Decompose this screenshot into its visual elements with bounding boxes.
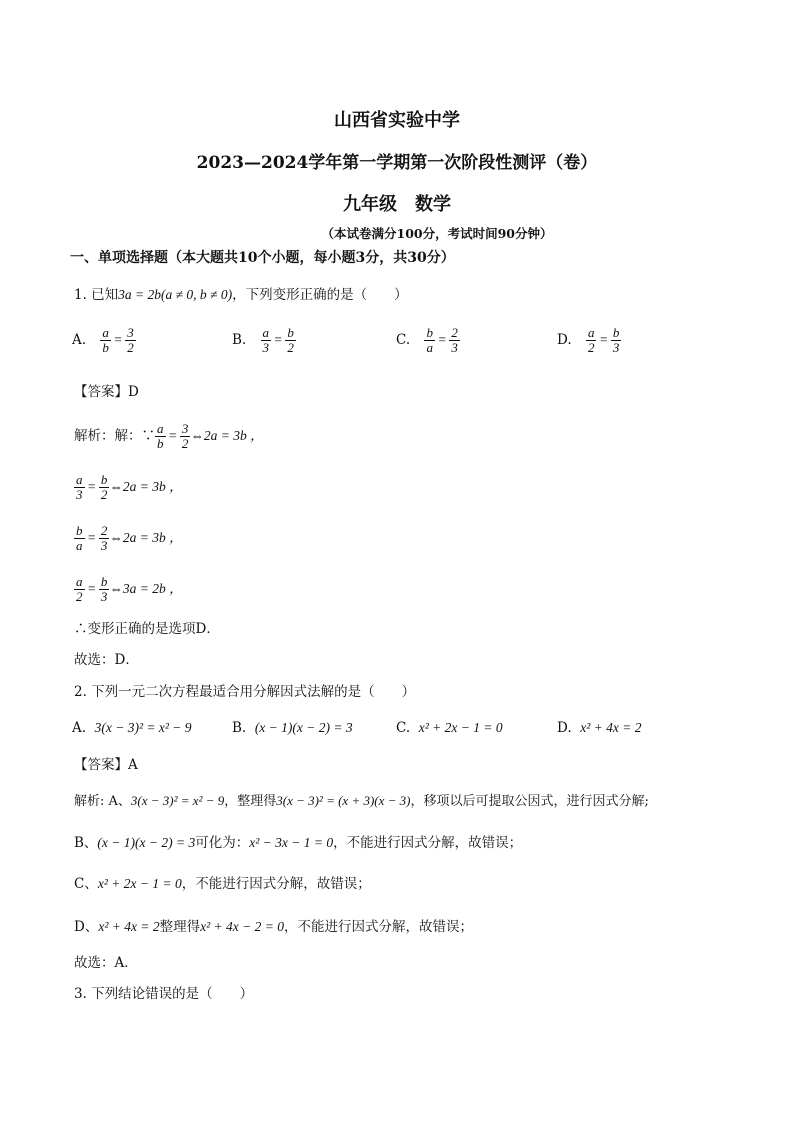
- option-label: A.: [72, 332, 87, 348]
- q2-option-d: [557, 719, 642, 737]
- option-label: C.: [396, 720, 411, 736]
- equation-tail: ⇔2a = 3b ，: [190, 428, 264, 443]
- analysis-prefix: 解析：解：∵: [74, 428, 155, 444]
- exam-note: （本试卷满分100分，考试时间90分钟）: [321, 226, 553, 241]
- subject-title: 九年级 数学: [343, 194, 451, 215]
- school-title: 山西省实验中学: [334, 110, 460, 131]
- text: ，不能进行因式分解，故错误；: [283, 919, 473, 935]
- term-title: 2023—2024学年第一学期第一次阶段性测评（卷）: [196, 153, 598, 173]
- fraction: $\frac{2}{3}$: [451, 325, 458, 355]
- q1-analysis-line-2: $\frac{a}{3}$ = $\frac{b}{2}$ ⇔2a = 3b ，: [76, 472, 183, 502]
- expression: x² − 3x − 1 = 0: [249, 835, 334, 850]
- fraction: $\frac{b}{2}$: [287, 325, 294, 355]
- fraction: $\frac{a}{b}$: [157, 421, 164, 451]
- text: ，不能进行因式分解，故错误；: [181, 876, 371, 892]
- fraction: $\frac{b}{3}$: [612, 325, 620, 355]
- option-label: D.: [557, 332, 572, 348]
- expression: x² + 4x − 2 = 0: [200, 919, 284, 934]
- option-expression: (x − 1)(x − 2) = 3: [254, 720, 353, 735]
- fraction: $\frac{2}{3}$: [100, 523, 108, 553]
- q1-analysis-line-3: $\frac{b}{a}$ = $\frac{2}{3}$ ⇔2a = 3b ，: [76, 523, 183, 553]
- equation-tail: ⇔2a = 3b ，: [109, 479, 183, 494]
- fraction: $\frac{b}{a}$: [76, 523, 83, 553]
- text: ，整理得: [224, 794, 277, 809]
- option-label: B.: [232, 720, 247, 736]
- text: D、: [74, 919, 99, 935]
- q2-analysis-c: [74, 875, 371, 893]
- q1-prefix: 1. 已知: [74, 287, 119, 303]
- option-label: A.: [72, 720, 87, 736]
- q1-option-a: A. $\frac{a}{b}$ = $\frac{3}{2}$: [72, 325, 134, 355]
- q1-analysis-line-1: 解析：解：∵ $\frac{a}{b}$ = $\frac{3}{2}$ ⇔2a = 3b ，: [74, 421, 264, 451]
- expression: x² + 2x − 1 = 0: [97, 876, 182, 891]
- fraction: $\frac{b}{2}$: [100, 472, 108, 502]
- expression: (x − 1)(x − 2) = 3: [97, 835, 196, 850]
- q1-condition: 3a = 2b(a ≠ 0, b ≠ 0): [118, 287, 233, 302]
- q2-answer: 【答案】A: [74, 757, 138, 773]
- option-expression: x² + 2x − 1 = 0: [418, 720, 503, 735]
- option-label: C.: [396, 332, 411, 348]
- expression: 3(x − 3)² = x² − 9: [130, 793, 225, 808]
- q2-stem: 2. 下列一元二次方程最适合用分解因式法解的是（ ）: [74, 684, 416, 700]
- fraction: $\frac{a}{3}$: [262, 325, 270, 355]
- option-label: B.: [232, 332, 247, 348]
- text: ，不能进行因式分解，故错误；: [333, 835, 523, 851]
- section-heading: 一、单项选择题（本大题共10个小题，每小题3分，共30分）: [70, 250, 455, 266]
- fraction: $\frac{b}{3}$: [100, 574, 108, 604]
- fraction: $\frac{3}{2}$: [181, 421, 189, 451]
- text: 整理得: [159, 919, 201, 935]
- q1-option-c: C. $\frac{b}{a}$ = $\frac{2}{3}$: [396, 325, 458, 355]
- fraction: $\frac{a}{2}$: [76, 574, 83, 604]
- text: ，移项以后可提取公因式，进行因式分解;: [410, 794, 649, 809]
- q2-option-c: [396, 719, 503, 737]
- q1-answer: 【答案】D: [74, 384, 139, 400]
- q2-analysis-b: [74, 834, 522, 852]
- q1-analysis-line-4: $\frac{a}{2}$ = $\frac{b}{3}$ ⇔3a = 2b ，: [76, 574, 183, 604]
- text: B、: [74, 835, 98, 851]
- q1-conclusion: ∴变形正确的是选项D．: [74, 621, 220, 637]
- expression: 3(x − 3)² = (x + 3)(x − 3): [276, 793, 411, 808]
- q1-choose: 故选：D．: [74, 652, 139, 668]
- q2-choose: 故选：A．: [74, 955, 138, 971]
- fraction: $\frac{b}{a}$: [426, 325, 433, 355]
- fraction: $\frac{a}{2}$: [587, 325, 595, 355]
- q1-stem: [74, 286, 408, 304]
- fraction: $\frac{a}{3}$: [76, 472, 83, 502]
- equation-tail: ⇔2a = 3b ，: [109, 530, 183, 545]
- q1-option-b: B. $\frac{a}{3}$ = $\frac{b}{2}$: [232, 325, 294, 355]
- q2-option-a: [72, 719, 192, 737]
- q1-suffix: ，下列变形正确的是（ ）: [232, 287, 408, 303]
- q2-analysis-a: [74, 792, 649, 811]
- q2-analysis-d: [74, 918, 473, 936]
- text: C、: [74, 876, 98, 892]
- q1-option-d: D. $\frac{a}{2}$ = $\frac{b}{3}$: [557, 325, 620, 355]
- q2-option-b: [232, 719, 353, 737]
- option-label: D.: [557, 720, 572, 736]
- text: 解析: A、: [74, 794, 131, 809]
- option-expression: 3(x − 3)² = x² − 9: [94, 720, 192, 735]
- fraction: $\frac{3}{2}$: [127, 325, 134, 355]
- q3-stem: 3. 下列结论错误的是（ ）: [74, 986, 254, 1002]
- expression: x² + 4x = 2: [98, 919, 160, 934]
- option-expression: x² + 4x = 2: [580, 720, 642, 735]
- equation-tail: ⇔3a = 2b ，: [109, 581, 183, 596]
- text: 可化为：: [195, 835, 250, 851]
- fraction: $\frac{a}{b}$: [102, 325, 109, 355]
